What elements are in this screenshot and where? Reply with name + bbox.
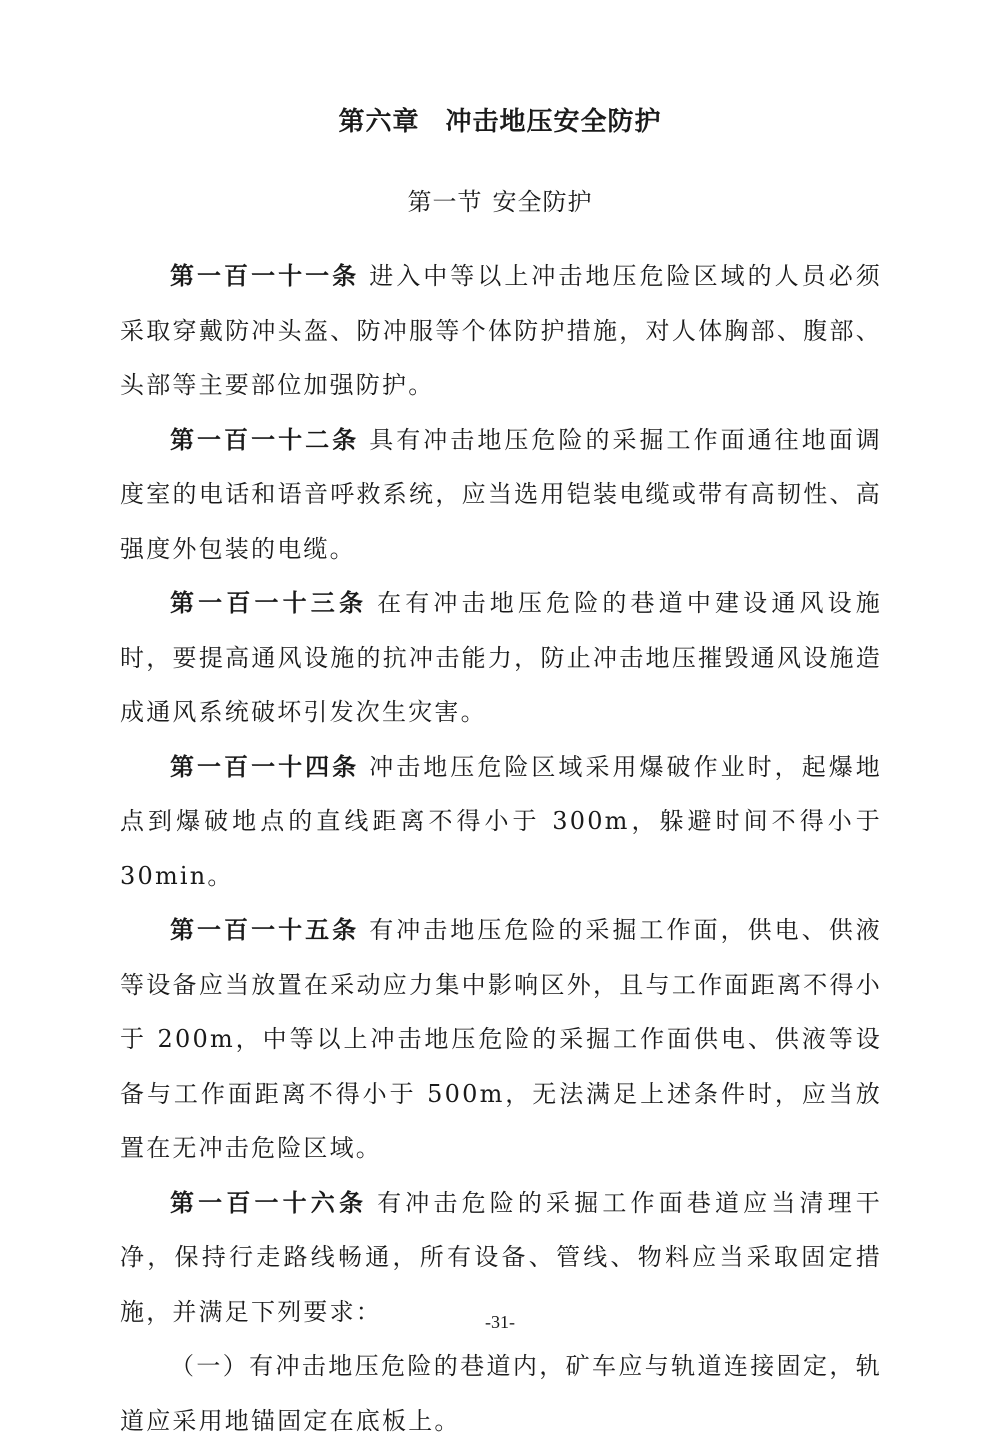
article-text: 进入中等以上冲击地压危险区域的人员必须采取穿戴防冲头盔、防冲服等个体防护措施，对人体胸部、腹部、头部等主要部位加强防护。 bbox=[120, 262, 882, 399]
article-label: 第一百一十六条 bbox=[170, 1188, 368, 1217]
article-text: 在有冲击地压危险的巷道中建设通风设施时，要提高通风设施的抗冲击能力，防止冲击地压摧毁通风设施造成通风系统破坏引发次生灾害。 bbox=[120, 589, 882, 726]
chapter-number: 第六章 bbox=[338, 107, 420, 137]
article-label: 第一百一十一条 bbox=[170, 262, 360, 290]
list-item: （一）有冲击地压危险的巷道内，矿车应与轨道连接固定，轨道应采用地锚固定在底板上。 bbox=[120, 1352, 882, 1435]
section-title bbox=[0, 182, 1000, 222]
article-label: 第一百一十三条 bbox=[170, 589, 368, 617]
article-115 bbox=[120, 903, 882, 1176]
page-number: -31- bbox=[485, 1312, 515, 1332]
section-name: 安全防护 bbox=[492, 188, 593, 216]
article-text: 冲击地压危险区域采用爆破作业时，起爆地点到爆破地点的直线距离不得小于 300m，躲避时间不得小于 30min。 bbox=[120, 752, 882, 890]
article-label: 第一百一十二条 bbox=[170, 425, 360, 454]
article-113 bbox=[120, 576, 882, 740]
article-text: 有冲击危险的采掘工作面巷道应当清理干净，保持行走路线畅通，所有设备、管线、物料应当采取固定措施，并满足下列要求： bbox=[120, 1188, 882, 1326]
article-label: 第一百一十四条 bbox=[170, 752, 360, 781]
article-text: 有冲击地压危险的采掘工作面，供电、供液等设备应当放置在采动应力集中影响区外，且与工作面距离不得小于 200m，中等以上冲击地压危险的采掘工作面供电、供液等设备与工作面距离不得小于 500m，无法满足上述条件时，应当放置在无冲击危险区域。 bbox=[120, 916, 882, 1162]
article-114 bbox=[120, 740, 882, 904]
section-number: 第一节 bbox=[407, 188, 483, 216]
chapter-name: 冲击地压安全防护 bbox=[445, 107, 662, 137]
article-111 bbox=[120, 249, 882, 413]
chapter-title bbox=[0, 102, 1000, 142]
document-body bbox=[120, 249, 882, 1448]
article-112 bbox=[120, 413, 882, 577]
article-label: 第一百一十五条 bbox=[170, 916, 360, 944]
article-text: 具有冲击地压危险的采掘工作面通往地面调度室的电话和语音呼救系统，应当选用铠装电缆或带有高韧性、高强度外包装的电缆。 bbox=[120, 425, 882, 563]
